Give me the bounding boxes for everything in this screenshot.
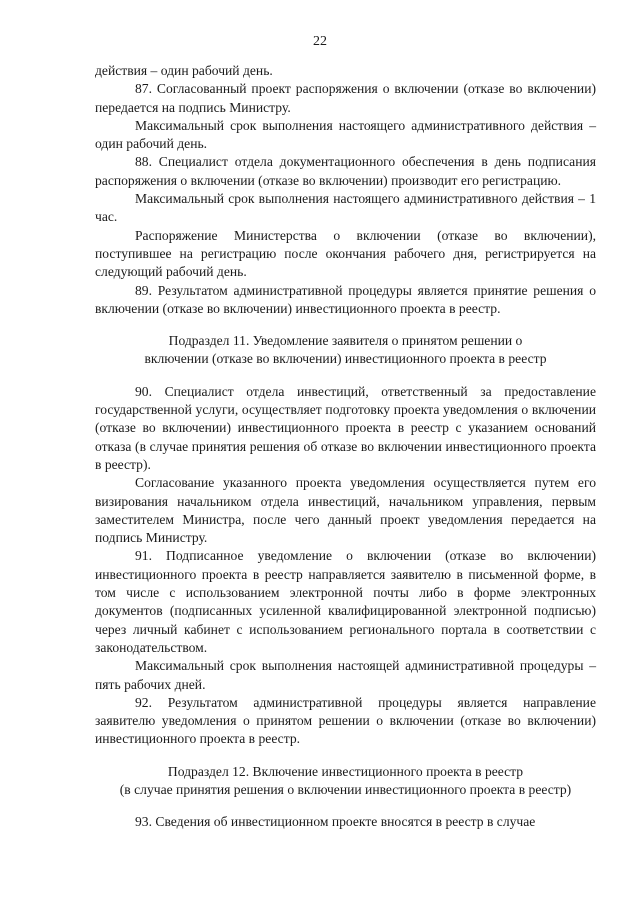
section-heading-line: включении (отказе во включении) инвестиционного проекта в реестр xyxy=(144,351,547,367)
paragraph: Максимальный срок выполнения настоящего административного действия – один рабочий день. xyxy=(95,117,596,152)
paragraph: 87. Согласованный проект распоряжения о включении (отказе во включении) передается на подпись Министру. xyxy=(95,81,596,115)
paragraph: 88. Специалист отдела документационного обеспечения в день подписания распоряжения о включении (отказе во включении) производит его регистрацию. xyxy=(95,154,596,188)
page-number: 22 xyxy=(313,34,327,49)
paragraph: 89. Результатом административной процедуры является принятие решения о включении (отказе во включении) инвестиционного проекта в реестр. xyxy=(95,282,596,316)
paragraph: Максимальный срок выполнения настоящей административной процедуры – пять рабочих дней. xyxy=(95,658,596,692)
paragraph: Максимальный срок выполнения настоящего административного действия – 1 час. xyxy=(95,191,596,225)
document-body xyxy=(95,62,596,832)
paragraph: 90. Специалист отдела инвестиций, ответственный за предоставление государственной услуги, осуществляет подготовку проекта уведомления о включении (отказе во включении) инвестиционного проекта в реестр с указанием оснований отказа (в случае принятия решения об отказе во включении инвестиционного проекта в реестр). xyxy=(95,383,596,472)
section-heading xyxy=(95,763,596,800)
paragraph: 93. Сведения об инвестиционном проекте вносятся в реестр в случае xyxy=(135,814,536,830)
section-heading xyxy=(95,332,596,369)
paragraph: Распоряжение Министерства о включении (отказе во включении), поступившее на регистрацию после окончания рабочего дня, регистрируется на следующий рабочий день. xyxy=(95,227,596,280)
paragraph: Согласование указанного проекта уведомления осуществляется путем его визирования начальником отдела инвестиций, начальником управления, первым заместителем Министра, после чего данный проект уведомления передается на подпись Министру. xyxy=(95,475,596,546)
section-heading-line: Подраздел 12. Включение инвестиционного проекта в реестр xyxy=(167,763,524,779)
paragraph: 91. Подписанное уведомление о включении (отказе во включении) инвестиционного проекта в реестр направляется заявителю в письменной форме, в том числе с использованием электронной почты либо в форме электронных документов (подписанных усиленной квалифицированной электронной подписью) через личный кабинет с использованием регионального портала в соответствии с законодательством. xyxy=(95,548,596,655)
paragraph: действия – один рабочий день. xyxy=(95,63,273,78)
paragraph: 92. Результатом административной процедуры является направление заявителю уведомления о принятом решении о включении (отказе во включении) инвестиционного проекта в реестр. xyxy=(95,694,596,747)
section-heading-line: Подраздел 11. Уведомление заявителя о принятом решении о xyxy=(168,333,523,349)
section-heading-line: (в случае принятия решения о включении инвестиционного проекта в реестр) xyxy=(119,781,572,797)
